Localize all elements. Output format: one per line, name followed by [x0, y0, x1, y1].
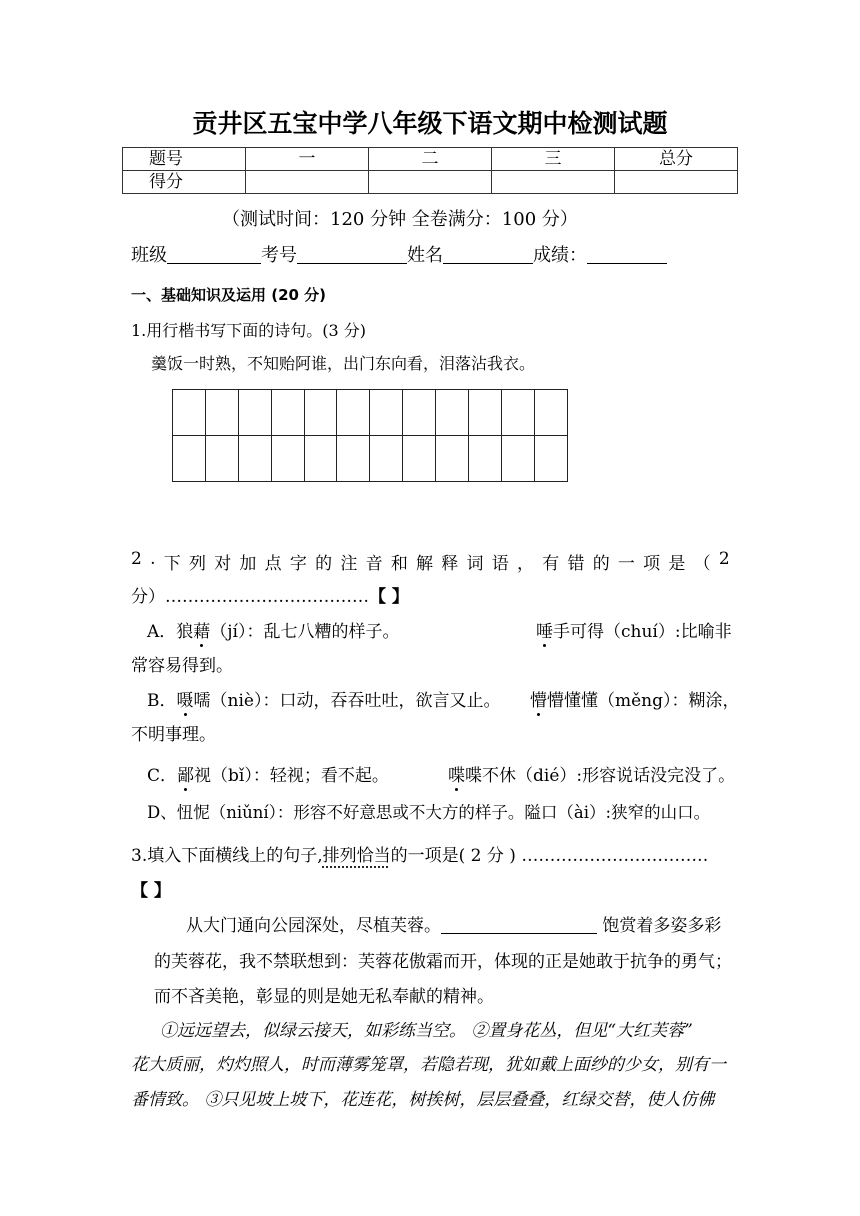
grid-cell[interactable]: [206, 436, 239, 482]
grid-cell[interactable]: [173, 436, 206, 482]
option-text: B．: [147, 691, 177, 711]
grid-cell[interactable]: [370, 390, 403, 436]
option-text: 视（bǐ）：轻视；看不起。: [194, 766, 389, 786]
prompt-char: 的: [315, 554, 333, 574]
number-field[interactable]: [297, 245, 407, 264]
score-table-score-row: [123, 171, 738, 194]
question-3-prompt: [131, 841, 708, 866]
option-text: 手可得（chuí）:比喻非: [553, 622, 732, 642]
grid-cell[interactable]: [403, 436, 436, 482]
grid-cell[interactable]: [173, 390, 206, 436]
option-text: （jí）：乱七八糟的样子。: [210, 622, 400, 642]
score-table: [122, 147, 738, 194]
prompt-char: 和: [390, 554, 408, 574]
prompt-char: 项: [643, 554, 661, 574]
passage-text: 饱赏着多姿多彩: [597, 916, 722, 936]
grid-cell[interactable]: [436, 436, 469, 482]
question-3-passage-line1: [186, 911, 721, 936]
writing-grid[interactable]: [172, 389, 568, 482]
question-3-options-line3: 番情致。 ③只见坡上坡下，花连花，树挨树，层层叠叠，红绿交替，使人仿佛: [131, 1090, 715, 1110]
dotted-char: 嗫: [176, 691, 194, 711]
grid-cell[interactable]: [535, 436, 568, 482]
grid-cell[interactable]: [535, 390, 568, 436]
grid-cell[interactable]: [239, 436, 272, 482]
option-b-line2: 不明事理。: [131, 725, 216, 745]
student-info-line: [131, 241, 667, 267]
option-text: 喋不休（dié）:形容说话没完没了。: [465, 766, 736, 786]
prompt-char: 是: [668, 554, 686, 574]
grid-cell[interactable]: [337, 436, 370, 482]
dotted-char: 唾: [536, 622, 553, 642]
prompt-char: 错: [567, 554, 585, 574]
grid-cell[interactable]: [239, 390, 272, 436]
question-2-option-d[interactable]: D、忸怩（niǔní）：形容不好意思或不大方的样子。隘口（ài）:狭窄的山口。: [147, 803, 711, 822]
prompt-text: 的一项是( 2 分 ) ……………………………: [390, 846, 709, 866]
prompt-char: 点: [264, 554, 282, 574]
prompt-char: 字: [289, 554, 307, 574]
grid-cell[interactable]: [305, 390, 338, 436]
prompt-char: 下: [163, 554, 181, 574]
prompt-char: 2: [131, 549, 142, 569]
class-label: 班级: [131, 245, 167, 266]
name-field[interactable]: [443, 245, 533, 264]
question-2-prompt-line2: [131, 582, 409, 607]
grid-cell[interactable]: [337, 390, 370, 436]
grid-cell[interactable]: [502, 390, 535, 436]
page-title: 贡井区五宝中学八年级下语文期中检测试题: [192, 109, 668, 138]
prompt-char: .: [150, 549, 156, 569]
question-3-passage-line2: 的芙蓉花，我不禁联想到：芙蓉花傲霜而开，体现的正是她敢于抗争的勇气；: [154, 952, 732, 972]
option-text: A．狼: [147, 622, 194, 642]
prompt-char: 释: [441, 554, 459, 574]
grid-cell[interactable]: [469, 436, 502, 482]
grid-cell[interactable]: [502, 436, 535, 482]
score-table-header: 一: [246, 148, 369, 171]
score-table-header: 题号: [123, 148, 246, 171]
prompt-char: 一: [617, 554, 635, 574]
dotted-char: 懵: [530, 691, 547, 711]
prompt-char: 语: [491, 554, 509, 574]
option-text: 懵懂懂（měng）：糊涂，: [547, 691, 740, 711]
prompt-char: 解: [416, 554, 434, 574]
fill-blank[interactable]: [441, 915, 597, 934]
class-field[interactable]: [167, 245, 261, 264]
prompt-char: 加: [239, 554, 257, 574]
prompt-text: 3.填入下面横线上的句子,: [131, 846, 323, 866]
question-3-options-line1: ①远远望去，似绿云接天，如彩练当空。 ②置身花丛，但见“大红芙蓉”: [160, 1021, 693, 1041]
grid-cell[interactable]: [272, 436, 305, 482]
score-table-header-row: [123, 148, 738, 171]
question-2-option-b-part2: [530, 686, 740, 711]
score-cell[interactable]: [369, 171, 492, 194]
name-label: 姓名: [407, 245, 443, 266]
question-3-passage-line3: 而不吝美艳，彰显的则是她无私奉献的精神。: [154, 987, 494, 1007]
prompt-char: 的: [592, 554, 610, 574]
grid-cell[interactable]: [469, 390, 502, 436]
score-cell[interactable]: [246, 171, 369, 194]
score-cell[interactable]: [615, 171, 738, 194]
question-2-option-a[interactable]: [147, 617, 400, 642]
question-2-prompt: [131, 549, 730, 574]
option-a-line2: 常容易得到。: [131, 656, 233, 676]
question-2-option-c-part2: [448, 761, 735, 786]
dotted-phrase: 排列恰当: [322, 846, 391, 866]
option-text: 嚅（niè）：口动，吞吞吐吐，欲言又止。: [193, 691, 501, 711]
score-table-header: 三: [492, 148, 615, 171]
dotted-char: 鄙: [177, 766, 195, 786]
question-1-prompt: 1.用行楷书写下面的诗句。(3 分): [131, 321, 367, 340]
grid-cell[interactable]: [272, 390, 305, 436]
question-2-option-c[interactable]: [147, 761, 389, 786]
question-1-poem: 羹饭一时熟，不知贻阿谁，出门东向看，泪落沾我衣。: [151, 354, 536, 373]
grid-cell[interactable]: [206, 390, 239, 436]
grid-cell[interactable]: [305, 436, 338, 482]
question-2-leader-dots: 分）………………………………: [131, 587, 369, 607]
prompt-char: 对: [214, 554, 232, 574]
grade-field[interactable]: [587, 245, 667, 264]
question-3-options-line2: 花大质丽，灼灼照人，时而薄雾笼罩，若隐若现，犹如戴上面纱的少女，别有一: [131, 1055, 726, 1075]
passage-text: 从大门通向公园深处，尽植芙蓉。: [186, 916, 441, 936]
question-2-option-b[interactable]: [147, 686, 500, 711]
grade-label: 成绩：: [533, 245, 587, 266]
number-label: 考号: [261, 245, 297, 266]
answer-bracket[interactable]: 【 】: [369, 587, 409, 607]
answer-bracket[interactable]: 【 】: [131, 881, 171, 901]
question-2-option-a-part2: [536, 617, 732, 642]
exam-info: （测试时间：120 分钟 全卷满分：100 分）: [222, 209, 578, 230]
grid-cell[interactable]: [436, 390, 469, 436]
dotted-char: 藉: [193, 622, 211, 642]
score-table-header: 总分: [615, 148, 738, 171]
prompt-char: 列: [188, 554, 206, 574]
prompt-char: 有: [542, 554, 560, 574]
dotted-char: 喋: [448, 766, 465, 786]
score-cell[interactable]: [492, 171, 615, 194]
prompt-char: （: [693, 554, 711, 574]
score-table-header: 二: [369, 148, 492, 171]
prompt-char: 音: [365, 554, 383, 574]
prompt-char: 注: [340, 554, 358, 574]
prompt-char: 词: [466, 554, 484, 574]
section-heading: 一、基础知识及运用 (20 分): [131, 286, 327, 304]
prompt-char: ，: [516, 554, 534, 574]
score-row-label: 得分: [123, 171, 246, 194]
prompt-char: 2: [718, 549, 730, 569]
option-text: C．: [147, 766, 178, 786]
grid-cell[interactable]: [403, 390, 436, 436]
grid-cell[interactable]: [370, 436, 403, 482]
